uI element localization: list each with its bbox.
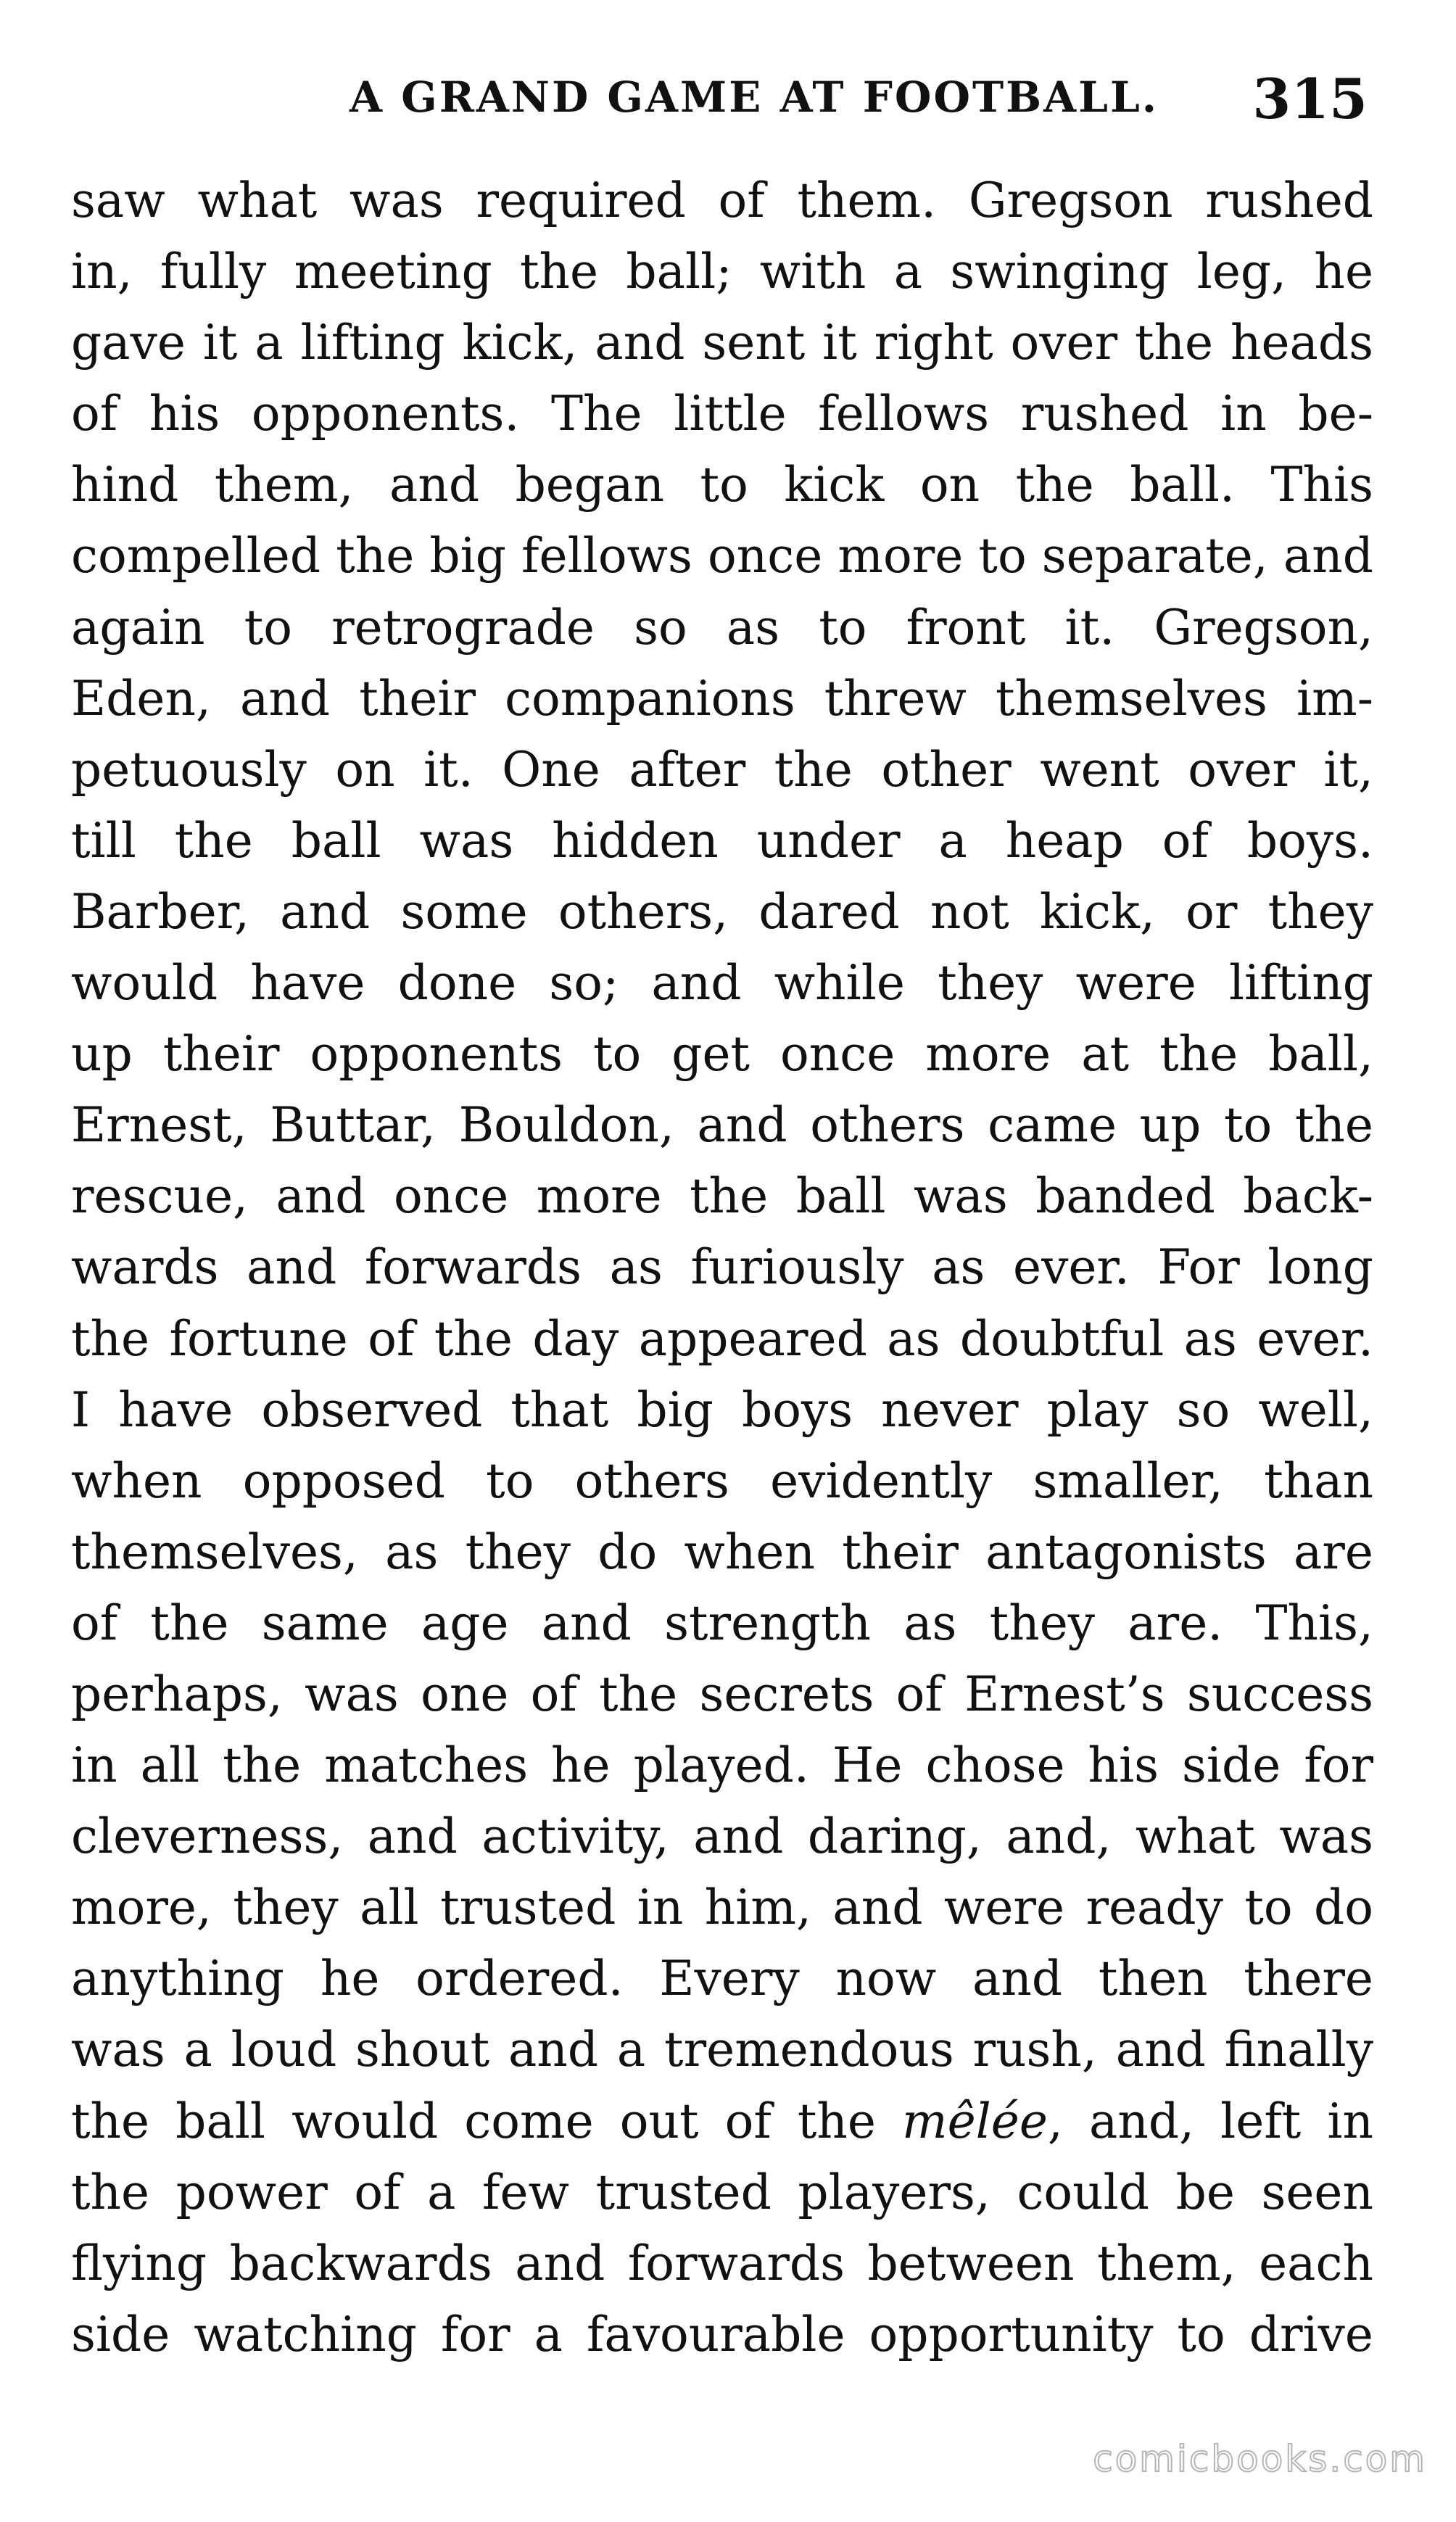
text-line: rescue, and once more the ball was banded back- xyxy=(71,1168,1373,1225)
page-number: 315 xyxy=(1252,67,1368,131)
text-line: hind them, and began to kick on the ball. This xyxy=(71,457,1373,513)
text-line: saw what was required of them. Gregson rushed xyxy=(71,173,1373,228)
text-line: of the same age and strength as they are. This, xyxy=(71,1595,1373,1651)
text-line: compelled the big fellows once more to separate, and xyxy=(71,528,1373,584)
italic-word: mêlée xyxy=(902,2093,1048,2149)
text-line: anything he ordered. Every now and then there xyxy=(71,1951,1373,2007)
text-line: I have observed that big boys never play so well, xyxy=(71,1381,1373,1438)
text-line: wards and forwards as furiously as ever. For long xyxy=(71,1239,1373,1296)
body-text xyxy=(71,165,1373,2370)
running-title: A GRAND GAME AT FOOTBALL. xyxy=(349,73,1159,122)
text-line: again to retrograde so as to front it. Gregson, xyxy=(71,599,1373,656)
text-line: the power of a few trusted players, could be seen xyxy=(71,2164,1373,2220)
running-head xyxy=(73,67,1370,132)
text-line: of his opponents. The little fellows rushed in be- xyxy=(71,386,1373,442)
text-line: more, they all trusted in him, and were ready to do xyxy=(71,1880,1373,1936)
text-line: the fortune of the day appeared as doubtful as ever. xyxy=(71,1310,1373,1367)
text-line: would have done so; and while they were lifting xyxy=(71,955,1373,1012)
text-line: Barber, and some others, dared not kick, or they xyxy=(71,883,1373,940)
text-line: was a loud shout and a tremendous rush, and finally xyxy=(71,2022,1373,2078)
text-line: Eden, and their companions threw themselves im- xyxy=(71,670,1373,727)
text-line: in all the matches he played. He chose his side for xyxy=(71,1737,1373,1794)
watermark: comicbooks.com xyxy=(1093,2438,1427,2480)
text-line: side watching for a favourable opportunity to drive xyxy=(71,2306,1373,2362)
text-line: up their opponents to get once more at the ball, xyxy=(71,1026,1373,1083)
text-line: themselves, as they do when their antagonists are xyxy=(71,1523,1373,1580)
text-line: gave it a lifting kick, and sent it right over the heads xyxy=(71,315,1373,371)
text-line: cleverness, and activity, and daring, and, what was xyxy=(71,1808,1373,1865)
text-line: petuously on it. One after the other went over it, xyxy=(71,741,1373,798)
text-line: till the ball was hidden under a heap of boys. xyxy=(71,812,1373,869)
text-line: when opposed to others evidently smaller, than xyxy=(71,1452,1373,1509)
text-line: the ball would come out of the mêlée, and, left in xyxy=(71,2093,1373,2149)
text-line: Ernest, Buttar, Bouldon, and others came up to the xyxy=(71,1097,1373,1154)
text-line: perhaps, was one of the secrets of Ernest’s success xyxy=(71,1666,1373,1722)
text-line: in, fully meeting the ball; with a swinging leg, he xyxy=(71,244,1373,300)
text-line: flying backwards and forwards between them, each xyxy=(71,2235,1373,2291)
